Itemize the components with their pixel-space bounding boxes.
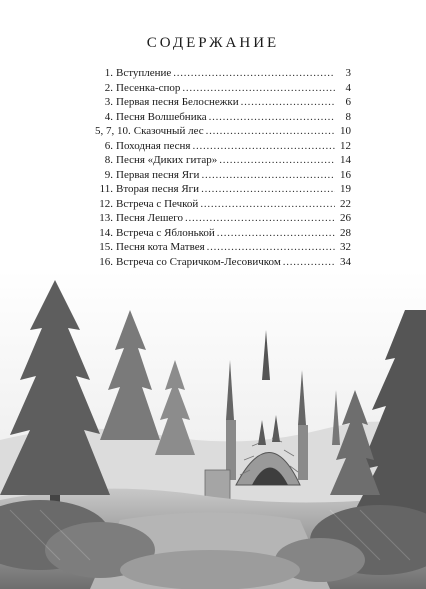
toc-entry (95, 110, 351, 125)
toc-entry (95, 197, 351, 212)
toc-entry-number: 13. (99, 212, 113, 224)
toc-entry-page: 22 (340, 197, 351, 210)
toc-entry-page: 16 (340, 168, 351, 181)
toc-leader-dots (201, 168, 335, 183)
toc-entry-number: 2. (104, 81, 113, 94)
toc-entry (95, 211, 351, 226)
toc-entry-page: 34 (340, 255, 351, 268)
toc-leader-dots (185, 211, 335, 226)
toc-entry-page: 19 (340, 183, 351, 195)
toc-entry (95, 124, 351, 139)
toc-entry-number: 11. (99, 183, 113, 195)
toc-entry-title: Встреча со Старичком-Лесовичком (116, 255, 281, 268)
toc-entry-page: 4 (345, 81, 351, 94)
toc-entry-title: Сказочный лес (133, 125, 204, 137)
toc-entry-title: Песня Волшебника (116, 110, 207, 123)
toc-entry-title: Первая песня Белоснежки (116, 96, 239, 108)
toc-entry (95, 95, 351, 110)
toc-entry (95, 66, 351, 81)
toc-entry-number: 14. (99, 226, 113, 239)
toc-entry-page: 28 (340, 226, 351, 239)
toc-entry (95, 226, 351, 241)
toc-entry-title: Первая песня Яги (116, 168, 200, 181)
toc-entry-title: Вторая песня Яги (116, 183, 200, 195)
toc-entry-page: 6 (345, 96, 351, 108)
toc-entry-number: 4. (104, 110, 113, 123)
toc-entry-page: 32 (340, 241, 351, 253)
toc-leader-dots (283, 255, 335, 270)
toc-entry-number: 8. (104, 154, 113, 166)
toc-entry-number: 6. (104, 139, 113, 152)
toc-entry-number: 3. (104, 96, 113, 108)
toc-entry-title: Песенка-спор (116, 81, 181, 94)
toc-entry (95, 168, 351, 183)
toc-entry (95, 182, 351, 197)
toc-entry-title: Походная песня (116, 139, 191, 152)
toc-leader-dots (217, 226, 335, 241)
toc-entry-number: 12. (99, 197, 113, 210)
toc-leader-dots (241, 95, 335, 110)
toc-entry-number: 15. (99, 241, 113, 253)
toc-entry-title: Песня кота Матвея (116, 241, 205, 253)
toc-entry (95, 139, 351, 154)
toc-entry-title: Песня «Диких гитар» (116, 154, 218, 166)
toc-entry-page: 10 (340, 125, 351, 137)
toc-entry-number: 1. (104, 67, 113, 79)
toc-entry-number: 5, 7, 10. (95, 125, 131, 137)
toc-leader-dots (209, 110, 335, 125)
page-title: СОДЕРЖАНИЕ (146, 35, 280, 51)
toc-entry-page: 14 (340, 154, 351, 166)
toc-entry-title: Встреча с Печкой (116, 197, 199, 210)
toc-entry-page: 8 (345, 110, 351, 123)
toc-entry (95, 153, 351, 168)
toc-entry-title: Встреча с Яблонькой (116, 226, 215, 239)
toc-leader-dots (207, 240, 335, 255)
toc-leader-dots (200, 197, 335, 212)
toc-entry-page: 12 (340, 139, 351, 152)
toc-leader-dots (219, 153, 335, 168)
toc-leader-dots (173, 66, 335, 81)
toc-entry-title: Песня Лешего (116, 212, 184, 224)
toc-entry (95, 240, 351, 255)
toc-entry-page: 26 (340, 212, 351, 224)
toc-entry (95, 81, 351, 96)
toc-entry-title: Вступление (116, 67, 172, 79)
toc-leader-dots (182, 81, 335, 96)
toc-entry (95, 255, 351, 270)
toc-entry-number: 9. (104, 168, 113, 181)
toc-entry-number: 16. (99, 255, 113, 268)
toc-leader-dots (192, 139, 335, 154)
toc-leader-dots (201, 182, 335, 197)
forest-castle-illustration (0, 270, 426, 589)
toc-entry-page: 3 (345, 67, 351, 79)
toc-leader-dots (206, 124, 335, 139)
